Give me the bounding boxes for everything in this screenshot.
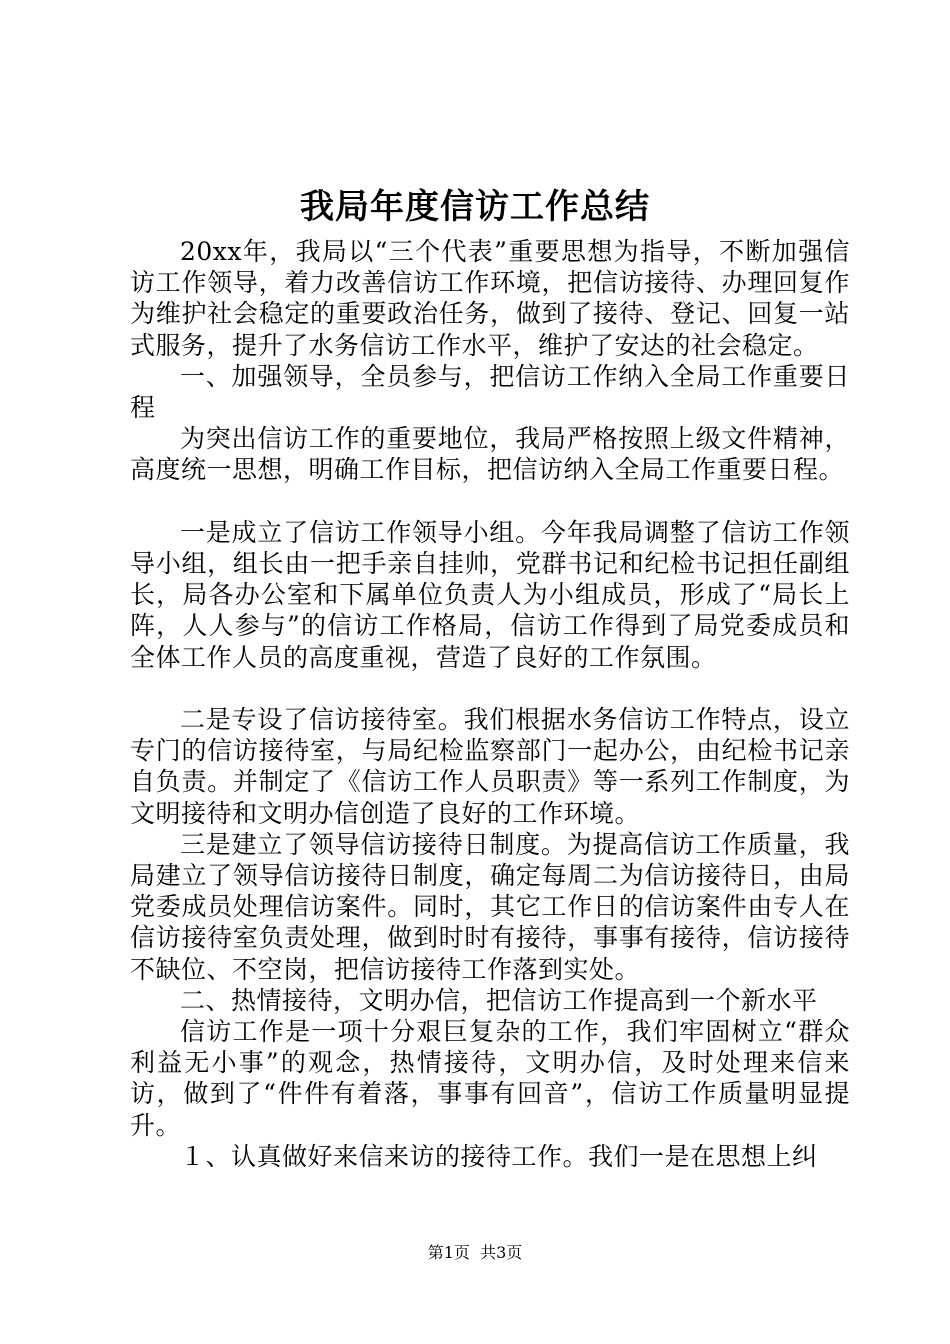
paragraph: 信访工作是一项十分艰巨复杂的工作，我们牢固树立“群众利益无小事”的观念，热情接待，文明办信，及时处理来信来访，做到了“件件有着落，事事有回音”，信访工作质量明显提升。 — [130, 1017, 850, 1140]
paragraph: 一是成立了信访工作领导小组。今年我局调整了信访工作领导小组，组长由一把手亲自挂帅，党群书记和纪检书记担任副组长，局各办公室和下属单位负责人为小组成员，形成了“局长上阵，人人参与”的信访工作格局，信访工作得到了局党委成员和全体工作人员的高度重视，营造了良好的工作氛围。 — [130, 517, 850, 672]
section-heading-2: 二、热情接待，文明办信，把信访工作提高到一个新水平 — [180, 985, 818, 1015]
page-total: 共3页 — [480, 1243, 523, 1262]
paragraph-intro: 20xx年，我局以“三个代表”重要思想为指导，不断加强信访工作领导，着力改善信访工作环境，把信访接待、办理回复作为维护社会稳定的重要政治任务，做到了接待、登记、回复一站式服务，提升了水务信访工作水平，维护了安达的社会稳定。 — [130, 237, 850, 360]
paragraph: 三是建立了领导信访接待日制度。为提高信访工作质量，我局建立了领导信访接待日制度，确定每周二为信访接待日，由局党委成员处理信访案件。同时，其它工作日的信访案件由专人在信访接待室负责处理，做到时时有接待，事事有接待，信访接待不缺位、不空岗，把信访接待工作落到实处。 — [130, 829, 850, 984]
blank-line — [130, 486, 850, 517]
paragraph: １、认真做好来信来访的接待工作。我们一是在思想上纠 — [180, 1141, 818, 1171]
paragraph: 二是专设了信访接待室。我们根据水务信访工作特点，设立专门的信访接待室，与局纪检监察部门一起办公，由纪检书记亲自负责。并制定了《信访工作人员职责》等一系列工作制度，为文明接待和文明办信创造了良好的工作环境。 — [130, 705, 850, 828]
document-body — [130, 236, 850, 1172]
paragraph: 为突出信访工作的重要地位，我局严格按照上级文件精神，高度统一思想，明确工作目标，把信访纳入全局工作重要日程。 — [130, 424, 850, 485]
section-heading-1: 一、加强领导，全员参与，把信访工作纳入全局工作重要日程 — [130, 361, 850, 423]
document-title: 我局年度信访工作总结 — [300, 187, 650, 227]
page-footer — [0, 1241, 950, 1265]
page-number: 第1页 — [427, 1243, 470, 1262]
blank-line — [130, 673, 850, 704]
